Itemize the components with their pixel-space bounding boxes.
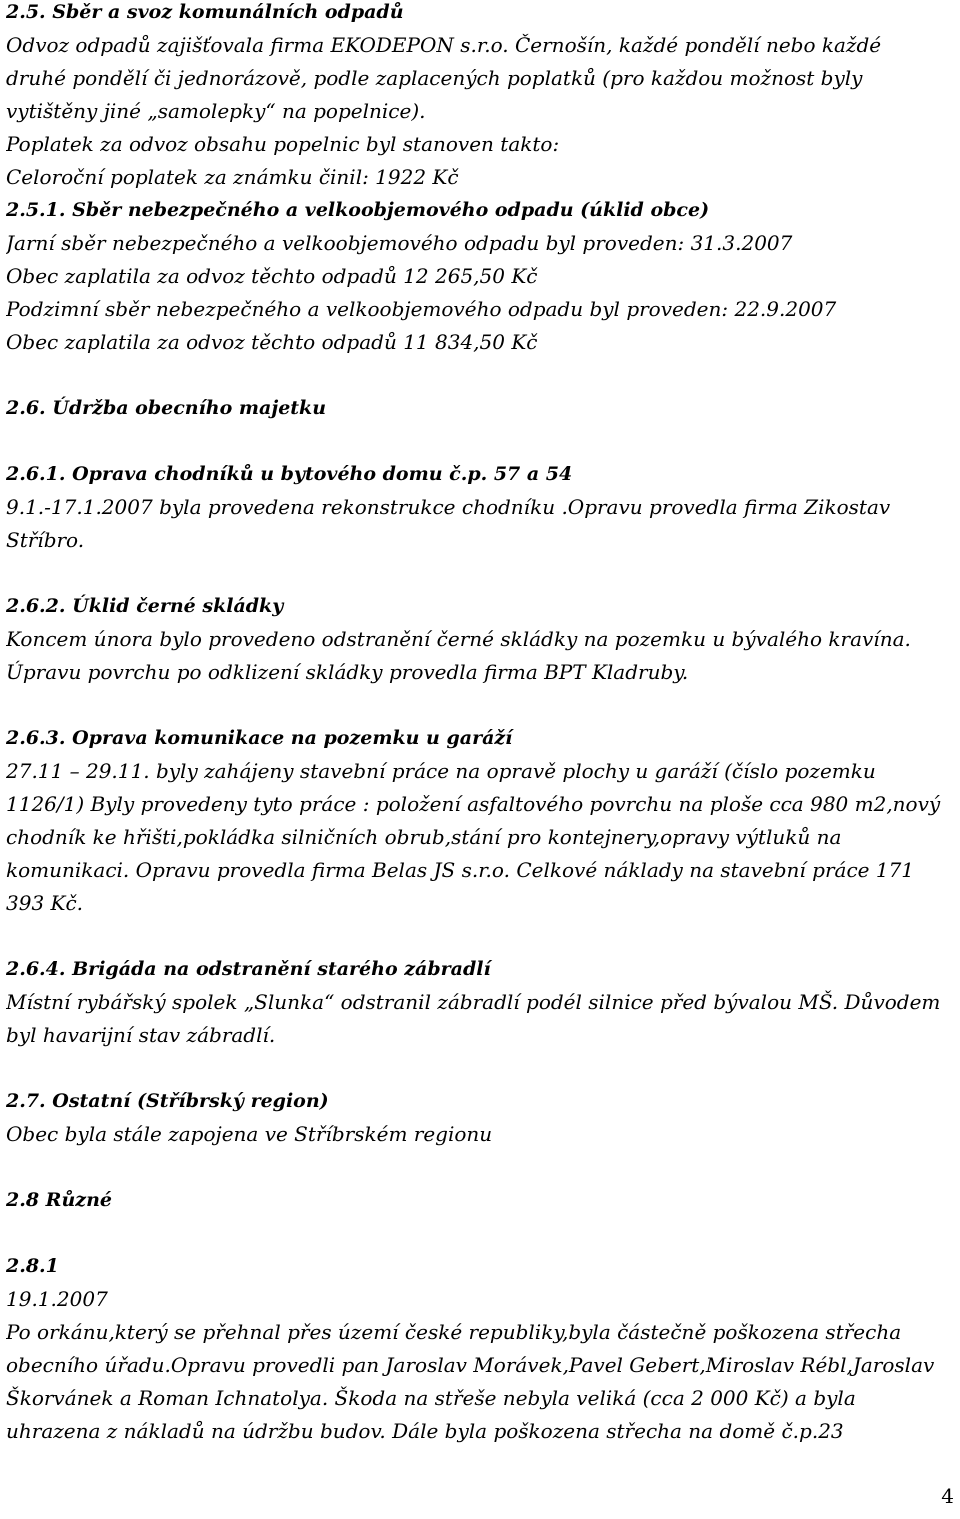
spacer [6,920,946,953]
paragraph-sidewalk-repair: 9.1.-17.1.2007 byla provedena rekonstrukce chodníku .Opravu provedla firma Zikostav Stříbro. [6,495,891,552]
paragraph-region: Obec byla stále zapojena ve Stříbrském regionu [6,1122,493,1146]
line-autumn-cost: Obec zaplatila za odvoz těchto odpadů 11 834,50 Kč [6,330,538,354]
paragraph-annual-fee: Celoroční poplatek za známku činil: 1922 Kč [6,165,459,189]
line-autumn-collection: Podzimní sběr nebezpečného a velkoobjemového odpadu byl proveden: 22.9.2007 [6,297,837,321]
section-heading-2-5: 2.5. Sběr a svoz komunálních odpadů [6,1,404,23]
page-number: 4 [941,1484,954,1508]
paragraph-road-repair: 27.11 – 29.11. byly zahájeny stavební práce na opravě plochy u garáží (číslo pozemku 1126/1) Byly provedeny tyto práce : položení asfaltového povrchu na ploše cca 980 m2,nový chodník ke hřišti,pokládka silničních obrub,stání pro kontejnery,opravy výtluků na komunikaci. Opravu provedla firma Belas JS s.r.o. Celkové náklady na stavební práce 171 393 Kč. [6,759,941,915]
date-line: 19.1.2007 [6,1287,108,1311]
paragraph-fee-intro: Poplatek za odvoz obsahu popelnic byl stanoven takto: [6,132,560,156]
spacer [6,557,946,590]
line-spring-cost: Obec zaplatila za odvoz těchto odpadů 12 265,50 Kč [6,264,538,288]
spacer [6,425,946,458]
section-heading-2-6-1: 2.6.1. Oprava chodníků u bytového domu č.p. 57 a 54 [6,463,573,485]
section-heading-2-8-1: 2.8.1 [6,1255,59,1277]
section-heading-2-7: 2.7. Ostatní (Stříbrský region) [6,1090,329,1112]
spacer [6,1052,946,1085]
line-spring-collection: Jarní sběr nebezpečného a velkoobjemového odpadu byl proveden: 31.3.2007 [6,231,793,255]
section-heading-2-6-4: 2.6.4. Brigáda na odstranění starého zábradlí [6,958,491,980]
spacer [6,689,946,722]
spacer [6,359,946,392]
section-heading-2-6: 2.6. Údržba obecního majetku [6,397,327,419]
section-heading-2-8: 2.8 Různé [6,1189,112,1211]
section-heading-2-6-2: 2.6.2. Úklid černé skládky [6,595,284,617]
paragraph-storm-damage: Po orkánu,který se přehnal přes území české republiky,byla částečně poškozena střecha obecního úřadu.Opravu provedli pan Jaroslav Morávek,Pavel Gebert,Miroslav Rébl,Jaroslav Škorvánek a Roman Ichnatolya. Škoda na střeše nebyla veliká (cca 2 000 Kč) a byla uhrazena z nákladů na údržbu budov. Dále byla poškozena střecha na domě č.p.23 [6,1320,935,1443]
spacer [6,1151,946,1184]
paragraph-waste-collection: Odvoz odpadů zajišťovala firma EKODEPON s.r.o. Černošín, každé pondělí nebo každé druhé pondělí či jednorázově, podle zaplacených poplatků (pro každou možnost byly vytištěny jiné „samolepky“ na popelnice). [6,33,882,123]
paragraph-dump-cleanup: Koncem února bylo provedeno odstranění černé skládky na pozemku u bývalého kravína. Úpravu povrchu po odklizení skládky provedla firma BPT Kladruby. [6,627,911,684]
section-heading-2-6-3: 2.6.3. Oprava komunikace na pozemku u garáží [6,727,513,749]
section-heading-2-5-1: 2.5.1. Sběr nebezpečného a velkoobjemového odpadu (úklid obce) [6,199,710,221]
paragraph-railing-removal: Místní rybářský spolek „Slunka“ odstranil zábradlí podél silnice před bývalou MŠ. Důvodem byl havarijní stav zábradlí. [6,990,941,1047]
spacer [6,1217,946,1250]
